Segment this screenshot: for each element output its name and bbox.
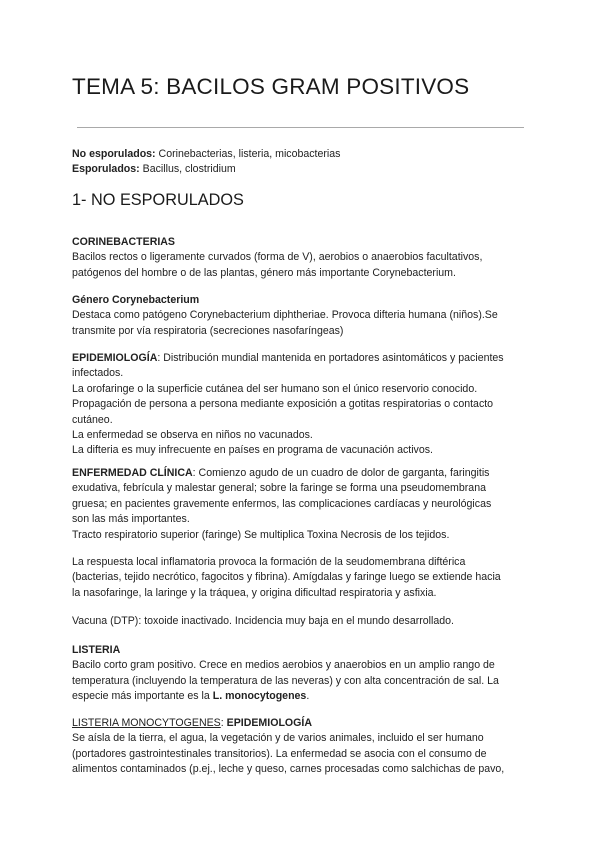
corinebacterias-body: Bacilos rectos o ligeramente curvados (forma de V), aerobios o anaerobios facultativos, patógenos del hombre o de las plantas, género más importante Corynebacterium. (72, 251, 483, 279)
respuesta-inflamatoria-paragraph: La respuesta local inflamatoria provoca la formación de la seudomembrana diftérica (bacterias, tejido necrótico, fagocitos y fibrina). Amígdalas y faringe luego se extiende hacia la nasofaringe, la laringe y la tráquea, y origina dificultad respiratoria y asfixia. (72, 556, 501, 599)
enfermedad-clinica-heading: ENFERMEDAD CLÍNICA (72, 467, 193, 479)
listeria-body-end: . (306, 690, 310, 703)
intro-line-no-esporulados (72, 147, 340, 162)
epidemiologia-heading: EPIDEMIOLOGÍA (72, 352, 158, 364)
intro-label-no-esporulados: No esporulados: (72, 148, 156, 160)
listeria-monocytogenes-heading: LISTERIA MONOCYTOGENES (72, 717, 221, 729)
intro-text-no-esporulados: Corinebacterias, listeria, micobacterias (155, 148, 341, 160)
listeria-epidemiologia-block (72, 716, 534, 778)
listeria-epi-heading-sep: : (220, 717, 227, 729)
epidemiologia-body: : Distribución mundial mantenida en portadores asintomáticos y pacientes infectados. La orofaringe o la superficie cutánea del ser humano son el único reservorio conocido. Propagación de persona a persona mediante exposición a gotitas respiratorias o contacto cutáneo. La enfermedad se observa en niños no vacunados. La difteria es muy infrecuente en países en programa de vacunación activos. (72, 352, 504, 457)
genero-heading: Género Corynebacterium (72, 294, 200, 306)
epidemiologia-block (72, 351, 534, 459)
listeria-block (72, 643, 534, 705)
corinebacterias-heading: CORINEBACTERIAS (72, 236, 175, 248)
listeria-species: L. monocytogenes (212, 690, 307, 703)
genero-block (72, 293, 534, 339)
vacuna-paragraph: Vacuna (DTP): toxoide inactivado. Incidencia muy baja en el mundo desarrollado. (72, 615, 454, 627)
enfermedad-clinica-block (72, 466, 534, 543)
enfermedad-clinica-body: : Comienzo agudo de un cuadro de dolor de garganta, faringitis exudativa, febrícula y malestar general; sobre la faringe se forma una pseudomembrana gruesa; en pacientes gravemente enfermos, las complicaciones cardíacas y neurológicas son las más importantes. Tracto respiratorio superior (faringe) Se multiplica Toxina Necrosis de los tejidos. (72, 467, 492, 541)
intro-label-esporulados: Esporulados: (72, 163, 140, 175)
listeria-epi-heading-bold: EPIDEMIOLOGÍA (226, 717, 312, 729)
section-heading-no-esporulados: 1- NO ESPORULADOS (72, 191, 244, 209)
intro-line-esporulados (72, 162, 236, 177)
horizontal-rule (77, 127, 524, 128)
listeria-epi-body: Se aísla de la tierra, el agua, la vegetación y de varios animales, incluido el ser humano (portadores gastrointestinales transitorios). La enfermedad se asocia con el consumo de alimentos contaminados (p.ej., leche y queso, carnes procesadas como salchichas de pavo, (72, 732, 505, 776)
document-title: TEMA 5: BACILOS GRAM POSITIVOS (72, 74, 470, 99)
listeria-body: Bacilo corto gram positivo. Crece en medios aerobios y anaerobios en un amplio rango de temperatura (incluyendo la temperatura de las neveras) y con alta concentración de sal. La especie más importante es la (72, 659, 499, 703)
intro-text-esporulados: Bacillus, clostridium (139, 163, 236, 175)
listeria-heading: LISTERIA (72, 644, 121, 656)
corinebacterias-block (72, 235, 534, 281)
genero-body: Destaca como patógeno Corynebacterium diphtheriae. Provoca difteria humana (niños).Se transmite por vía respiratoria (secreciones nasofaríngeas) (72, 309, 498, 337)
